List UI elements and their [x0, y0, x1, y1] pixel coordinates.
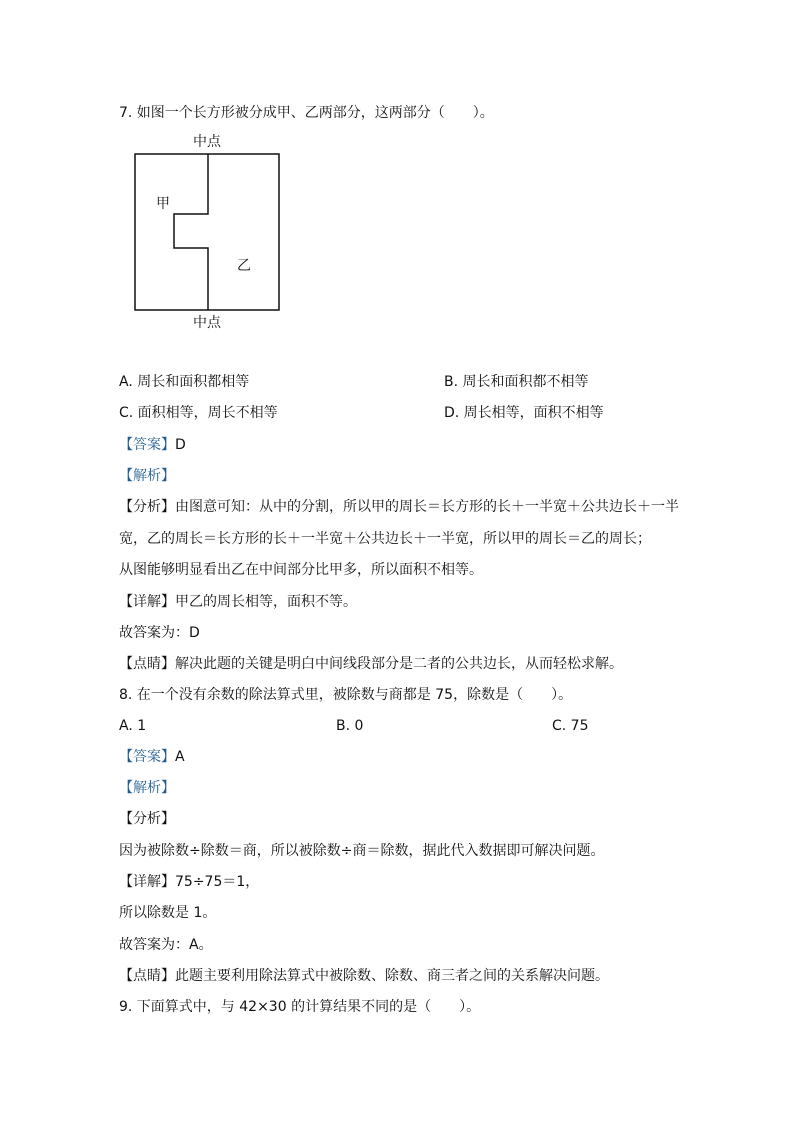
q9-stem: 9. 下面算式中，与 42×30 的计算结果不同的是（ ）。: [119, 999, 481, 1015]
q7-detail: 【详解】甲乙的周长相等，面积不等。: [119, 594, 357, 610]
answer-tag: 【答案】: [119, 749, 175, 765]
note-tag: 【点睛】: [119, 968, 175, 984]
q7-analysis-1: 【分析】由图意可知：从中的分割，所以甲的周长＝长方形的长＋一半宽＋公共边长＋一半: [119, 499, 679, 515]
q8-note: 【点睛】此题主要利用除法算式中被除数、除数、商三者之间的关系解决问题。: [119, 968, 609, 984]
q7-option-c[interactable]: C. 面积相等，周长不相等: [119, 405, 278, 421]
q8-detail: 【详解】75÷75＝1，: [119, 874, 260, 890]
q8-detail-2: 所以除数是 1。: [119, 905, 217, 921]
answer-value: D: [175, 437, 186, 453]
q7-answer: [119, 436, 186, 454]
q7-option-d[interactable]: D. 周长相等，面积不相等: [444, 405, 604, 421]
answer-value: A: [175, 749, 185, 765]
analysis-tag: 【分析】: [119, 499, 175, 515]
q8-option-b[interactable]: B. 0: [336, 718, 364, 734]
dividing-line: [174, 154, 208, 310]
q8-stem: 8. 在一个没有余数的除法算式里，被除数与商都是 75，除数是（ ）。: [119, 687, 573, 703]
q7-option-b[interactable]: B. 周长和面积都不相等: [444, 374, 589, 390]
q8-option-c[interactable]: C. 75: [552, 718, 589, 734]
part-a-label: 甲: [156, 196, 170, 212]
note-tag: 【点睛】: [119, 656, 175, 672]
q7-stem: 7. 如图一个长方形被分成甲、乙两部分，这两部分（ ）。: [119, 105, 494, 121]
q7-analysis-3: 从图能够明显看出乙在中间部分比甲多，所以面积不相等。: [119, 562, 483, 578]
detail-tag: 【详解】: [119, 594, 175, 610]
q8-explain-tag: 【解析】: [119, 780, 175, 796]
q7-option-a[interactable]: A. 周长和面积都相等: [119, 374, 250, 390]
q7-final: 故答案为：D: [119, 625, 200, 641]
q7-note: 【点睛】解决此题的关键是明白中间线段部分是二者的公共边长，从而轻松求解。: [119, 656, 623, 672]
rectangle-outline: [135, 154, 279, 310]
q7-analysis-2: 宽，乙的周长＝长方形的长＋一半宽＋公共边长＋一半宽，所以甲的周长＝乙的周长；: [119, 531, 651, 547]
q8-analysis-tag: 【分析】: [119, 811, 175, 827]
q7-explain-tag: 【解析】: [119, 468, 175, 484]
answer-tag: 【答案】: [119, 437, 175, 453]
bottom-midpoint-label: 中点: [193, 315, 221, 331]
q8-option-a[interactable]: A. 1: [119, 718, 147, 734]
detail-tag: 【详解】: [119, 874, 175, 890]
q8-analysis-1: 因为被除数÷除数＝商，所以被除数÷商＝除数，据此代入数据即可解决问题。: [119, 843, 605, 859]
q8-answer: [119, 748, 185, 766]
top-midpoint-label: 中点: [193, 134, 221, 150]
q8-final: 故答案为：A。: [119, 937, 213, 953]
part-b-label: 乙: [237, 258, 251, 274]
